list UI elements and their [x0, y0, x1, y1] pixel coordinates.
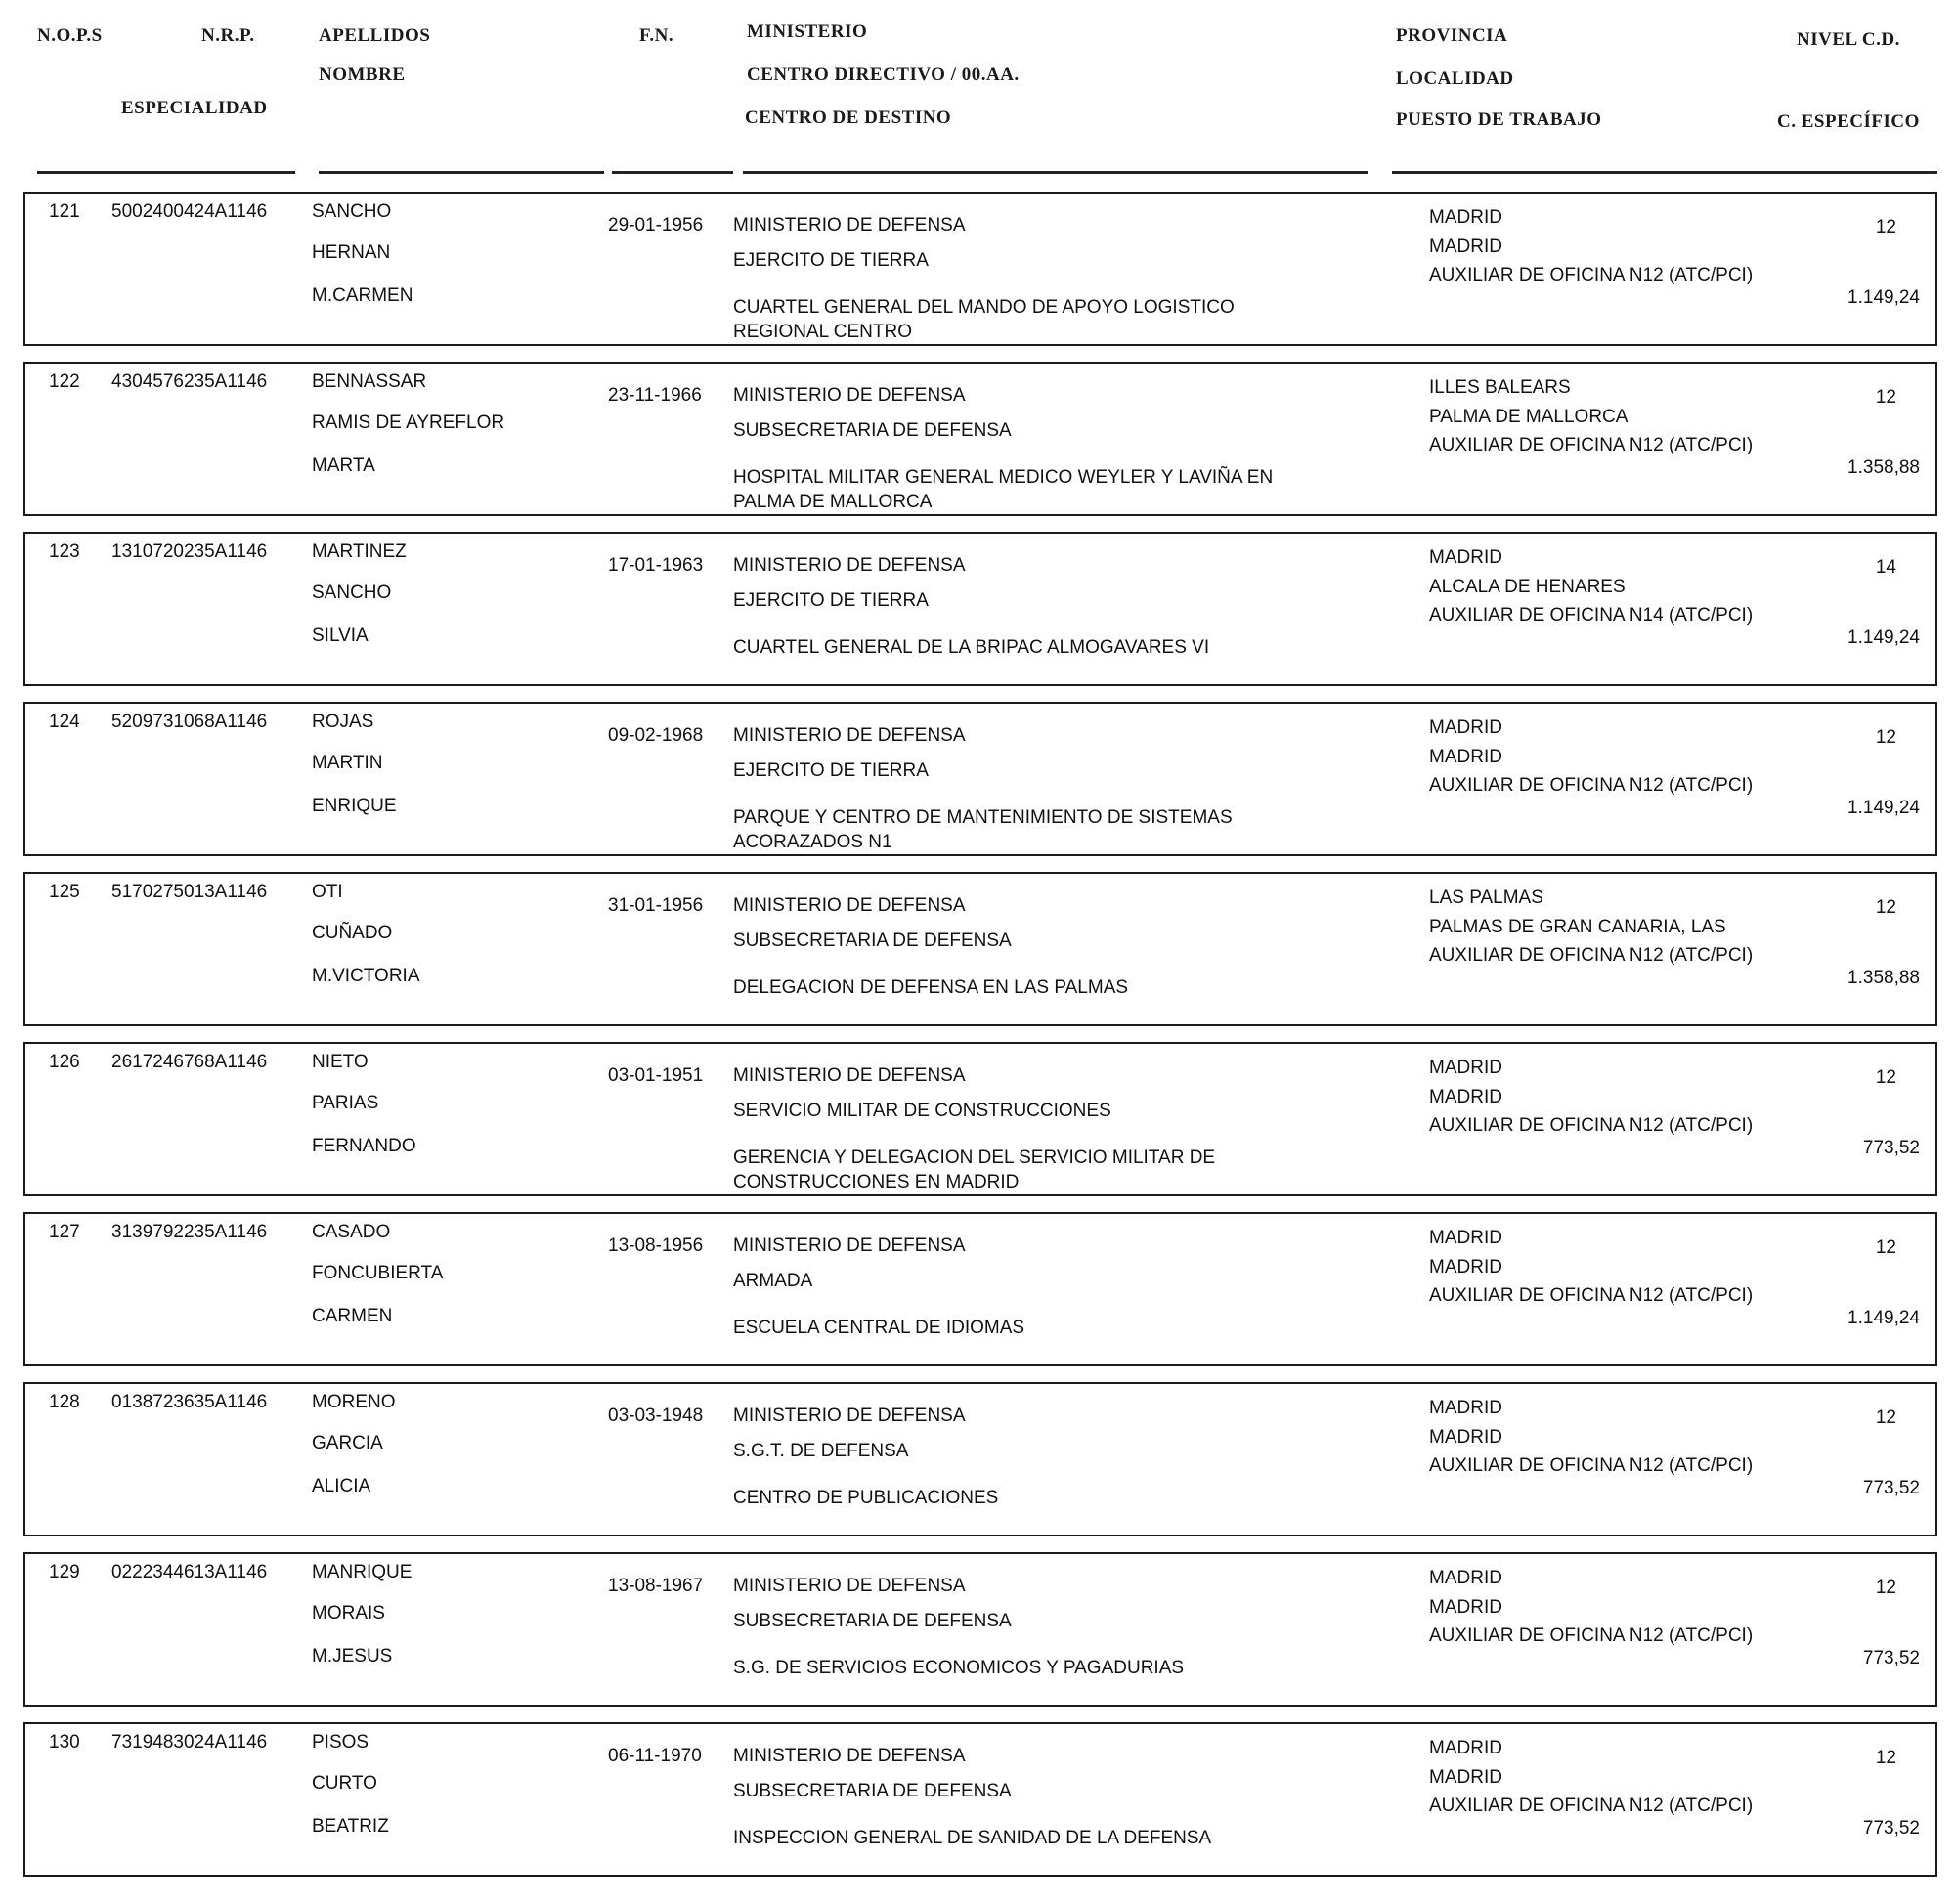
record-provincia: MADRID	[1429, 1058, 1502, 1078]
record-fecha-nacimiento: 17-01-1963	[608, 555, 704, 576]
record-nops: 130	[49, 1732, 80, 1753]
record-row	[23, 1552, 1937, 1707]
record-centro-directivo: SUBSECRETARIA DE DEFENSA	[733, 420, 1012, 441]
record-row	[23, 1042, 1937, 1196]
record-provincia: LAS PALMAS	[1429, 887, 1543, 908]
header-nivel: NIVEL C.D.	[1797, 29, 1900, 50]
header-fn: F.N.	[639, 25, 674, 46]
record-fecha-nacimiento: 13-08-1967	[608, 1576, 704, 1596]
record-centro-destino: GERENCIA Y DELEGACION DEL SERVICIO MILITAR DE CONSTRUCCIONES EN MADRID	[733, 1147, 1216, 1192]
record-apellido2: SANCHO	[312, 583, 392, 603]
header-provincia: PROVINCIA	[1396, 25, 1508, 46]
record-nivel: 12	[1875, 1578, 1896, 1598]
record-puesto: AUXILIAR DE OFICINA N12 (ATC/PCI)	[1429, 1115, 1754, 1136]
record-especifico: 773,52	[1862, 1648, 1920, 1668]
record-especifico: 1.149,24	[1847, 627, 1920, 648]
record-ministerio: MINISTERIO DE DEFENSA	[733, 1235, 966, 1256]
record-apellido1: PISOS	[312, 1732, 369, 1753]
record-nombre: MARTA	[312, 455, 375, 476]
header-especialidad: ESPECIALIDAD	[121, 98, 268, 118]
record-row	[23, 192, 1937, 346]
record-especifico: 773,52	[1862, 1818, 1920, 1839]
record-centro-destino: CUARTEL GENERAL DEL MANDO DE APOYO LOGISTICO REGIONAL CENTRO	[733, 297, 1235, 342]
header-centro-directivo: CENTRO DIRECTIVO / 00.AA.	[747, 65, 1020, 85]
record-nrp: 0138723635A1146	[111, 1392, 268, 1412]
record-row	[23, 1382, 1937, 1536]
record-localidad: MADRID	[1429, 1087, 1502, 1107]
record-puesto: AUXILIAR DE OFICINA N12 (ATC/PCI)	[1429, 1796, 1754, 1816]
record-nombre: ALICIA	[312, 1476, 371, 1496]
header-nombre: NOMBRE	[319, 65, 406, 85]
header-apellidos: APELLIDOS	[319, 25, 431, 46]
record-nombre: ENRIQUE	[312, 796, 397, 816]
record-centro-directivo: SERVICIO MILITAR DE CONSTRUCCIONES	[733, 1101, 1111, 1121]
record-centro-destino: PARQUE Y CENTRO DE MANTENIMIENTO DE SISTEMAS ACORAZADOS N1	[733, 807, 1233, 852]
record-localidad: MADRID	[1429, 1257, 1502, 1277]
record-apellido1: MANRIQUE	[312, 1562, 413, 1582]
record-puesto: AUXILIAR DE OFICINA N14 (ATC/PCI)	[1429, 605, 1754, 626]
record-especifico: 1.149,24	[1847, 798, 1920, 818]
record-centro-directivo: EJERCITO DE TIERRA	[733, 760, 929, 781]
record-nops: 126	[49, 1052, 80, 1072]
record-nrp: 4304576235A1146	[111, 371, 268, 392]
record-fecha-nacimiento: 06-11-1970	[608, 1746, 702, 1766]
record-apellido1: BENNASSAR	[312, 371, 427, 392]
record-localidad: MADRID	[1429, 1597, 1502, 1618]
record-apellido2: RAMIS DE AYREFLOR	[312, 412, 505, 433]
record-centro-directivo: SUBSECRETARIA DE DEFENSA	[733, 1781, 1012, 1801]
record-row	[23, 702, 1937, 856]
record-ministerio: MINISTERIO DE DEFENSA	[733, 725, 966, 746]
record-localidad: MADRID	[1429, 1767, 1502, 1788]
record-nivel: 12	[1875, 1067, 1896, 1088]
record-nivel: 12	[1875, 1407, 1896, 1428]
record-puesto: AUXILIAR DE OFICINA N12 (ATC/PCI)	[1429, 435, 1754, 455]
record-apellido2: FONCUBIERTA	[312, 1263, 444, 1283]
record-localidad: MADRID	[1429, 747, 1502, 767]
record-centro-destino: INSPECCION GENERAL DE SANIDAD DE LA DEFENSA	[733, 1828, 1212, 1848]
record-apellido1: SANCHO	[312, 201, 392, 222]
record-nrp: 7319483024A1146	[111, 1732, 268, 1753]
record-provincia: MADRID	[1429, 717, 1502, 738]
header-puesto: PUESTO DE TRABAJO	[1396, 109, 1602, 130]
record-nivel: 12	[1875, 727, 1896, 748]
record-nrp: 3139792235A1146	[111, 1222, 268, 1242]
record-centro-directivo: SUBSECRETARIA DE DEFENSA	[733, 1611, 1012, 1631]
record-row	[23, 362, 1937, 516]
record-nivel: 12	[1875, 1748, 1896, 1768]
record-nivel: 14	[1875, 557, 1896, 578]
record-centro-destino: CUARTEL GENERAL DE LA BRIPAC ALMOGAVARES VI	[733, 637, 1210, 658]
record-fecha-nacimiento: 03-03-1948	[608, 1406, 704, 1426]
record-apellido1: MORENO	[312, 1392, 396, 1412]
record-nops: 125	[49, 882, 80, 902]
record-nops: 128	[49, 1392, 80, 1412]
record-fecha-nacimiento: 09-02-1968	[608, 725, 704, 746]
header-rule	[37, 171, 295, 174]
record-fecha-nacimiento: 31-01-1956	[608, 895, 704, 916]
record-nops: 124	[49, 712, 80, 732]
record-apellido1: ROJAS	[312, 712, 374, 732]
record-nops: 123	[49, 541, 80, 562]
record-ministerio: MINISTERIO DE DEFENSA	[733, 215, 966, 236]
record-apellido1: OTI	[312, 882, 343, 902]
record-nombre: BEATRIZ	[312, 1816, 389, 1837]
record-ministerio: MINISTERIO DE DEFENSA	[733, 555, 966, 576]
record-puesto: AUXILIAR DE OFICINA N12 (ATC/PCI)	[1429, 1625, 1754, 1646]
record-fecha-nacimiento: 29-01-1956	[608, 215, 704, 236]
record-nombre: M.JESUS	[312, 1646, 393, 1666]
record-puesto: AUXILIAR DE OFICINA N12 (ATC/PCI)	[1429, 1285, 1754, 1306]
record-centro-directivo: SUBSECRETARIA DE DEFENSA	[733, 930, 1012, 951]
record-localidad: MADRID	[1429, 1427, 1502, 1448]
record-centro-directivo: EJERCITO DE TIERRA	[733, 250, 929, 271]
record-puesto: AUXILIAR DE OFICINA N12 (ATC/PCI)	[1429, 945, 1754, 966]
header-nops: N.O.P.S	[37, 25, 103, 46]
record-apellido1: MARTINEZ	[312, 541, 407, 562]
header-rule	[1392, 171, 1937, 174]
record-row	[23, 532, 1937, 686]
record-ministerio: MINISTERIO DE DEFENSA	[733, 1576, 966, 1596]
record-ministerio: MINISTERIO DE DEFENSA	[733, 385, 966, 406]
record-centro-destino: HOSPITAL MILITAR GENERAL MEDICO WEYLER Y LAVIÑA EN PALMA DE MALLORCA	[733, 467, 1274, 512]
record-ministerio: MINISTERIO DE DEFENSA	[733, 1406, 966, 1426]
record-apellido2: MORAIS	[312, 1603, 385, 1623]
record-apellido2: MARTIN	[312, 753, 383, 773]
record-nops: 121	[49, 201, 80, 222]
record-especifico: 1.358,88	[1847, 968, 1920, 988]
header-centro-destino: CENTRO DE DESTINO	[745, 108, 952, 128]
record-apellido2: PARIAS	[312, 1093, 379, 1113]
record-provincia: MADRID	[1429, 1568, 1502, 1588]
record-nrp: 5002400424A1146	[111, 201, 268, 222]
record-nops: 129	[49, 1562, 80, 1582]
record-localidad: PALMAS DE GRAN CANARIA, LAS	[1429, 917, 1726, 937]
record-nops: 127	[49, 1222, 80, 1242]
record-provincia: MADRID	[1429, 547, 1502, 568]
record-provincia: ILLES BALEARS	[1429, 377, 1571, 398]
record-provincia: MADRID	[1429, 1398, 1502, 1418]
record-ministerio: MINISTERIO DE DEFENSA	[733, 1746, 966, 1766]
record-nrp: 0222344613A1146	[111, 1562, 268, 1582]
record-apellido2: GARCIA	[312, 1433, 383, 1453]
record-apellido2: CURTO	[312, 1773, 377, 1794]
record-row	[23, 1212, 1937, 1366]
record-especifico: 1.149,24	[1847, 287, 1920, 308]
record-especifico: 1.358,88	[1847, 457, 1920, 478]
header-rule	[612, 171, 733, 174]
column-header	[0, 0, 1955, 186]
record-provincia: MADRID	[1429, 1738, 1502, 1758]
record-nombre: SILVIA	[312, 626, 369, 646]
header-especifico: C. ESPECÍFICO	[1777, 111, 1920, 132]
record-apellido2: CUÑADO	[312, 923, 393, 943]
header-rule	[743, 171, 1368, 174]
record-nombre: M.CARMEN	[312, 285, 413, 306]
record-especifico: 773,52	[1862, 1138, 1920, 1158]
record-nivel: 12	[1875, 387, 1896, 408]
record-localidad: ALCALA DE HENARES	[1429, 577, 1626, 597]
record-apellido1: CASADO	[312, 1222, 391, 1242]
record-especifico: 773,52	[1862, 1478, 1920, 1498]
record-nrp: 5209731068A1146	[111, 712, 268, 732]
record-nrp: 2617246768A1146	[111, 1052, 268, 1072]
record-nivel: 12	[1875, 1237, 1896, 1258]
header-ministerio: MINISTERIO	[747, 22, 868, 42]
record-centro-destino: ESCUELA CENTRAL DE IDIOMAS	[733, 1318, 1025, 1338]
record-apellido1: NIETO	[312, 1052, 369, 1072]
record-fecha-nacimiento: 03-01-1951	[608, 1065, 704, 1086]
record-apellido2: HERNAN	[312, 242, 391, 263]
record-fecha-nacimiento: 13-08-1956	[608, 1235, 704, 1256]
record-localidad: PALMA DE MALLORCA	[1429, 407, 1629, 427]
record-centro-destino: DELEGACION DE DEFENSA EN LAS PALMAS	[733, 977, 1129, 998]
header-rule	[319, 171, 604, 174]
record-puesto: AUXILIAR DE OFICINA N12 (ATC/PCI)	[1429, 775, 1754, 796]
record-centro-directivo: S.G.T. DE DEFENSA	[733, 1441, 909, 1461]
header-localidad: LOCALIDAD	[1396, 68, 1514, 89]
record-nombre: CARMEN	[312, 1306, 393, 1326]
record-ministerio: MINISTERIO DE DEFENSA	[733, 1065, 966, 1086]
record-centro-directivo: EJERCITO DE TIERRA	[733, 590, 929, 611]
record-nrp: 5170275013A1146	[111, 882, 268, 902]
record-puesto: AUXILIAR DE OFICINA N12 (ATC/PCI)	[1429, 1455, 1754, 1476]
record-ministerio: MINISTERIO DE DEFENSA	[733, 895, 966, 916]
record-localidad: MADRID	[1429, 237, 1502, 257]
record-nivel: 12	[1875, 217, 1896, 238]
record-nombre: FERNANDO	[312, 1136, 416, 1156]
record-centro-destino: S.G. DE SERVICIOS ECONOMICOS Y PAGADURIAS	[733, 1658, 1185, 1678]
record-nrp: 1310720235A1146	[111, 541, 268, 562]
record-provincia: MADRID	[1429, 207, 1502, 228]
record-nombre: M.VICTORIA	[312, 966, 420, 986]
record-row	[23, 1722, 1937, 1877]
record-fecha-nacimiento: 23-11-1966	[608, 385, 702, 406]
record-centro-destino: CENTRO DE PUBLICACIONES	[733, 1488, 999, 1508]
header-nrp: N.R.P.	[201, 25, 255, 46]
record-provincia: MADRID	[1429, 1228, 1502, 1248]
record-puesto: AUXILIAR DE OFICINA N12 (ATC/PCI)	[1429, 265, 1754, 285]
record-centro-directivo: ARMADA	[733, 1271, 813, 1291]
record-nivel: 12	[1875, 897, 1896, 918]
record-row	[23, 872, 1937, 1026]
record-nops: 122	[49, 371, 80, 392]
record-especifico: 1.149,24	[1847, 1308, 1920, 1328]
